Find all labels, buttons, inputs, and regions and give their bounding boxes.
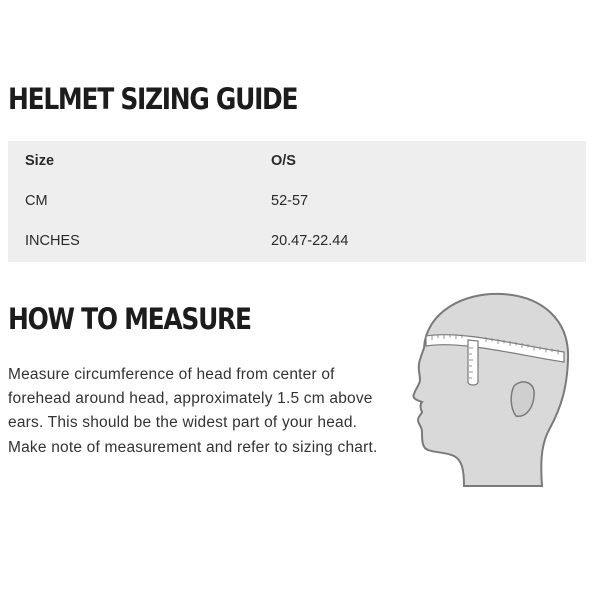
head-with-measuring-tape-icon <box>402 290 582 490</box>
inches-label: INCHES <box>25 233 80 249</box>
size-header-value: O/S <box>271 153 296 169</box>
size-header-label: Size <box>25 153 55 169</box>
inches-value: 20.47-22.44 <box>271 233 349 249</box>
cm-label: CM <box>25 193 48 209</box>
size-table <box>8 141 586 262</box>
table-row <box>8 181 586 221</box>
measure-instructions: Measure circumference of head from center of forehead around head, approximately 1.5 cm above ears. This should be the widest part of your head. Make note of measurement and refer to sizing chart. <box>8 366 378 456</box>
sizing-guide-title: HELMET SIZING GUIDE <box>8 82 298 116</box>
size-table-header-row <box>8 141 586 181</box>
how-to-measure-title: HOW TO MEASURE <box>8 302 251 336</box>
cm-value: 52-57 <box>271 193 309 209</box>
table-row <box>8 221 586 261</box>
